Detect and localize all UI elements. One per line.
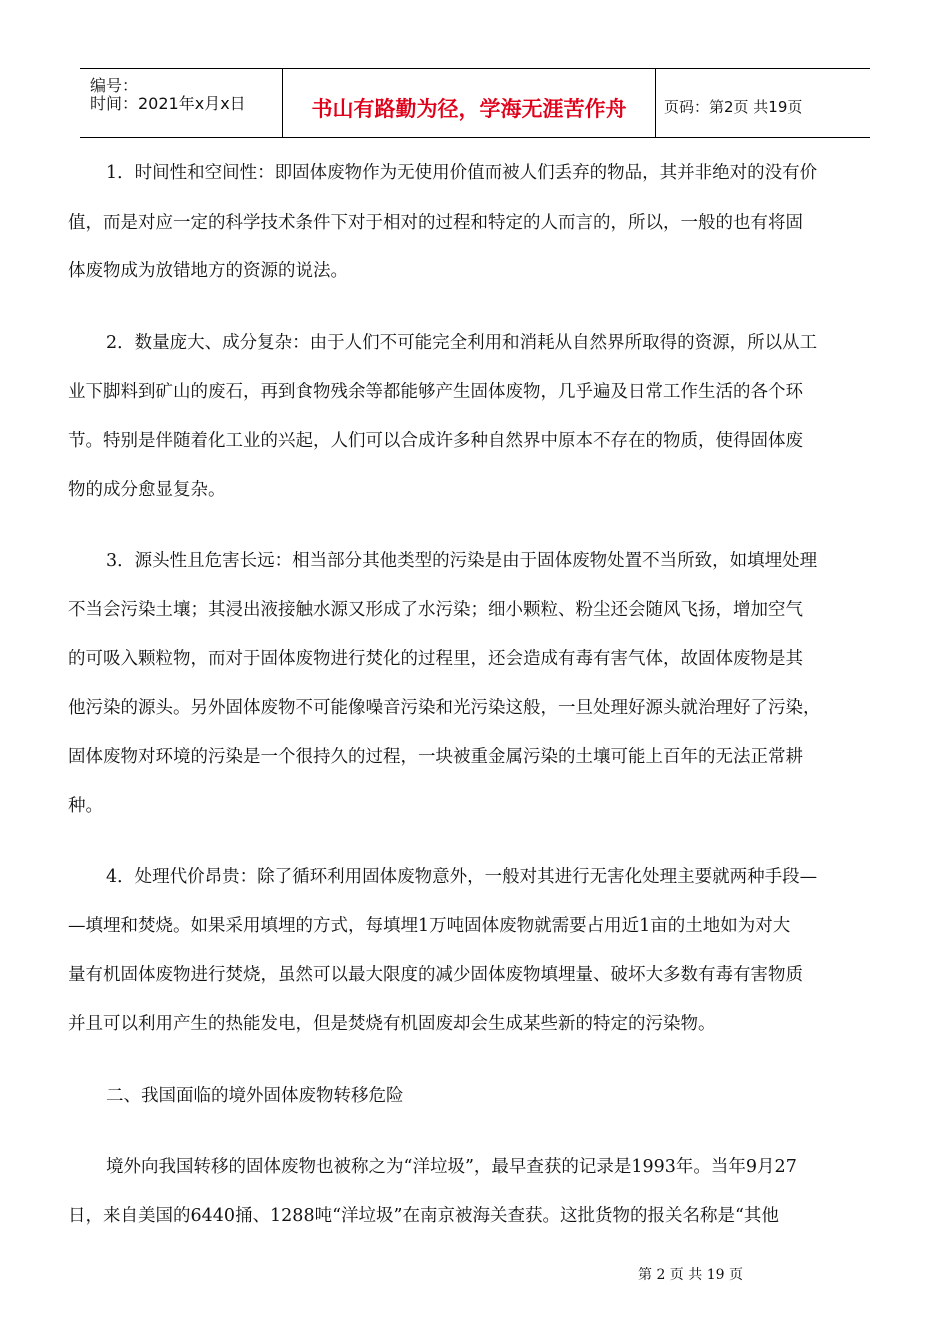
motto: 书山有路勤为径，学海无涯苦作舟 bbox=[311, 97, 627, 121]
header-motto-cell bbox=[282, 69, 656, 137]
body-line: 1．时间性和空间性：即固体废物作为无使用价值而被人们丢弃的物品，其并非绝对的没有价 bbox=[106, 163, 818, 183]
body-line: 的可吸入颗粒物，而对于固体废物进行焚化的过程里，还会造成有毒有害气体，故固体废物是其 bbox=[68, 649, 803, 669]
header-meta-cell bbox=[80, 69, 282, 137]
body-line: 3．源头性且危害长远：相当部分其他类型的污染是由于固体废物处置不当所致，如填埋处理 bbox=[106, 551, 818, 571]
document-number: 编号： bbox=[90, 76, 139, 95]
body-line: 并且可以利用产生的热能发电，但是焚烧有机固废却会生成某些新的特定的污染物。 bbox=[68, 1014, 716, 1034]
body-line: 体废物成为放错地方的资源的说法。 bbox=[68, 261, 348, 281]
page-footer: 第 2 页 共 19 页 bbox=[638, 1267, 743, 1283]
body-line: 量有机固体废物进行焚烧，虽然可以最大限度的减少固体废物填埋量、破坏大多数有毒有害物质 bbox=[68, 965, 803, 985]
header-page-cell bbox=[656, 69, 870, 137]
header-page-number: 页码：第2页 共19页 bbox=[664, 98, 803, 116]
body-line: —填埋和焚烧。如果采用填埋的方式，每填埋1万吨固体废物就需要占用近1亩的土地如为对大 bbox=[68, 916, 791, 936]
body-line: 不当会污染土壤；其浸出液接触水源又形成了水污染；细小颗粒、粉尘还会随风飞扬，增加空气 bbox=[68, 600, 803, 620]
body-line: 业下脚料到矿山的废石，再到食物残余等都能够产生固体废物，几乎遍及日常工作生活的各个环 bbox=[68, 382, 803, 402]
body-line: 节。特别是伴随着化工业的兴起，人们可以合成许多种自然界中原本不存在的物质，使得固体废 bbox=[68, 431, 803, 451]
body-line: 日，来自美国的6440捅、1288吨“洋垃圾”在南京被海关查获。这批货物的报关名称是“其他 bbox=[68, 1206, 779, 1226]
document-date: 时间：2021年x月x日 bbox=[90, 94, 246, 113]
document-header bbox=[80, 68, 870, 138]
body-line: 值，而是对应一定的科学技术条件下对于相对的过程和特定的人而言的，所以，一般的也有将固 bbox=[68, 213, 803, 233]
body-line: 他污染的源头。另外固体废物不可能像噪音污染和光污染这般，一旦处理好源头就治理好了污染， bbox=[68, 698, 821, 718]
body-line: 种。 bbox=[68, 796, 103, 816]
body-line: 4．处理代价昂贵：除了循环利用固体废物意外，一般对其进行无害化处理主要就两种手段— bbox=[106, 867, 818, 887]
section-heading: 二、我国面临的境外固体废物转移危险 bbox=[106, 1086, 404, 1106]
body-line: 物的成分愈显复杂。 bbox=[68, 480, 226, 500]
body-line: 境外向我国转移的固体废物也被称之为“洋垃圾”，最早查获的记录是1993年。当年9月27 bbox=[106, 1157, 797, 1177]
body-line: 2．数量庞大、成分复杂：由于人们不可能完全利用和消耗从自然界所取得的资源，所以从工 bbox=[106, 333, 818, 353]
body-line: 固体废物对环境的污染是一个很持久的过程，一块被重金属污染的土壤可能上百年的无法正常耕 bbox=[68, 747, 803, 767]
